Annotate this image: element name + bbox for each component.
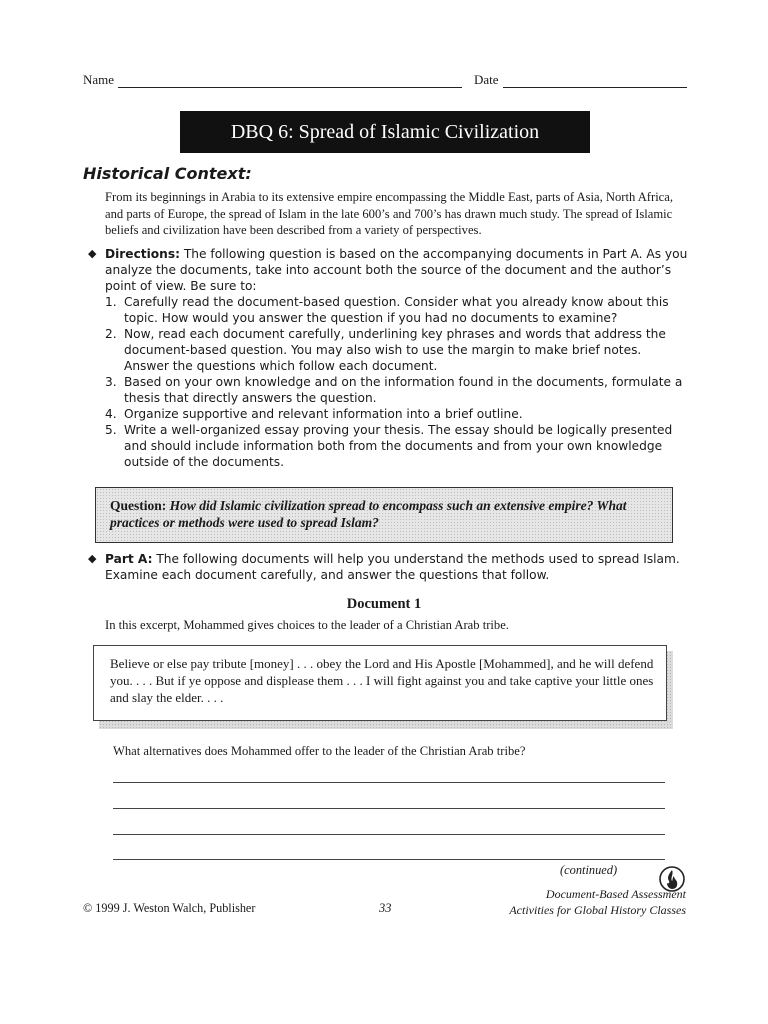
document-question-prompt: What alternatives does Mohammed offer to the leader of the Christian Arab tribe? [113,744,526,758]
step-text: Based on your own knowledge and on the information found in the documents, formulate a thesis that directly answers the question. [124,375,683,405]
continued-note: (continued) [560,863,618,877]
list-item [105,326,688,374]
list-item [105,406,688,422]
directions-section [88,246,688,470]
part-a-section [88,551,688,583]
page-title [180,111,590,153]
name-field-line[interactable] [118,87,462,88]
question-label: Question: [110,498,167,513]
step-number: 5. [105,423,117,437]
step-number: 1. [105,295,117,309]
part-a-text-block [105,551,688,583]
question-box [95,487,673,543]
list-item [105,294,688,326]
part-a-text: The following documents will help you understand the methods used to spread Islam. Examine each document carefully, and answer the questions that follow. [105,552,680,582]
name-label: Name [83,72,115,87]
document-title: Document 1 [346,596,422,612]
date-label: Date [474,72,499,87]
diamond-bullet-icon: ◆ [88,247,97,260]
document-intro: In this excerpt, Mohammed gives choices to the leader of a Christian Arab tribe. [105,618,509,632]
directions-text: The following question is based on the accompanying documents in Part A. As you analyze the documents, take into account both the source of the document and the author’s point of view. Be sure to: [105,247,688,293]
step-text: Write a well-organized essay proving your thesis. The essay should be logically presented and should include information both from the documents and from your own knowledge outside of the documents. [124,423,673,469]
document-quote-box [93,645,667,721]
diamond-bullet-icon: ◆ [88,552,97,565]
step-text: Carefully read the document-based question. Consider what you already know about this topic. How would you answer the question if you had no documents to examine? [124,295,669,325]
page-number: 33 [379,901,392,915]
series-title-line2: Activities for Global History Classes [509,903,686,917]
answer-line[interactable] [113,834,665,835]
question-text: How did Islamic civilization spread to encompass such an extensive empire? What practices or methods were used to spread Islam? [110,498,627,530]
directions-label: Directions: [105,247,180,261]
date-field-line[interactable] [503,87,687,88]
step-number: 2. [105,327,117,341]
part-a-label: Part A: [105,552,153,566]
historical-context-body: From its beginnings in Arabia to its extensive empire encompassing the Middle East, parts of Asia, North Africa, and parts of Europe, the spread of Islam in the late 600’s and 700’s has drawn much study. The spread of Islamic beliefs and civilization have been described from a variety of perspectives. [105,190,674,237]
step-text: Organize supportive and relevant information into a brief outline. [124,407,523,421]
series-title [509,886,686,918]
answer-line[interactable] [113,859,665,860]
page-title-text: DBQ 6: Spread of Islamic Civilization [230,120,540,143]
step-number: 4. [105,407,117,421]
list-item [105,422,688,470]
step-text: Now, read each document carefully, underlining key phrases and words that address the document-based question. You may also wish to use the margin to make brief notes. Answer the questions which follow each document. [124,327,666,373]
answer-line[interactable] [113,782,665,783]
copyright-notice: © 1999 J. Weston Walch, Publisher [83,901,256,915]
step-number: 3. [105,375,117,389]
series-title-line1: Document-Based Assessment [545,887,686,901]
historical-context-heading: Historical Context: [83,164,252,183]
answer-line[interactable] [113,808,665,809]
list-item [105,374,688,406]
directions-intro [105,246,688,294]
document-quote: Believe or else pay tribute [money] . . . obey the Lord and His Apostle [Mohammed], and he will defend you. . . . But if ye oppose and displease them . . . I will fight against you and take captive your little ones and slay the elder. . . . [110,656,654,705]
directions-steps [88,294,688,470]
